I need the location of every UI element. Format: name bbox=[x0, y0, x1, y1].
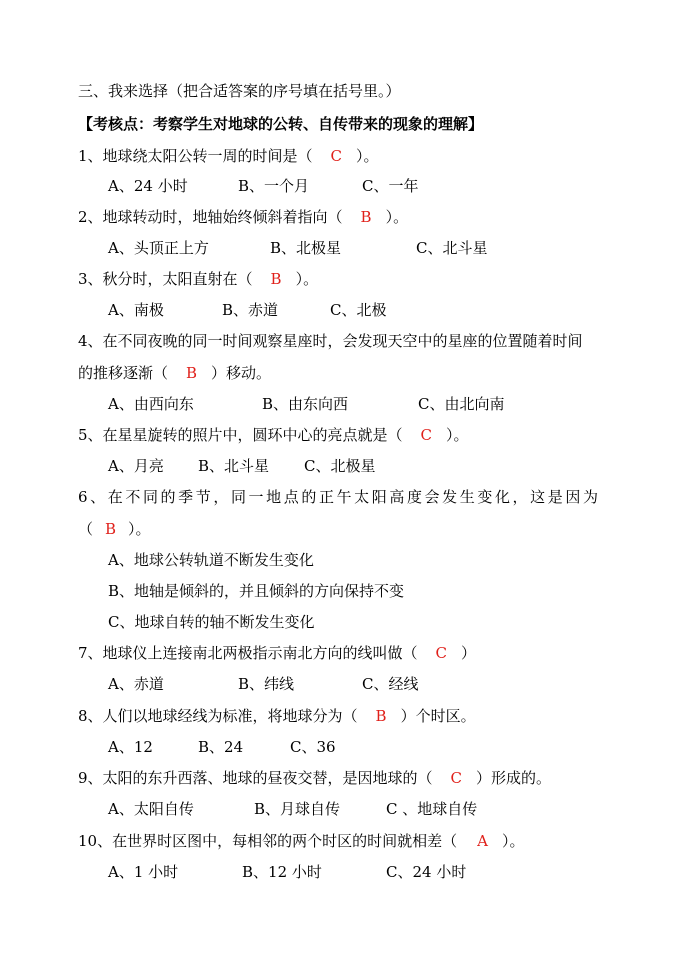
question-7-text: 7、地球仪上连接南北两极指示南北方向的线叫做（ bbox=[78, 644, 418, 662]
question-3 bbox=[78, 269, 318, 289]
option-a: A、月亮 bbox=[108, 457, 164, 475]
question-6-end: ）。 bbox=[128, 520, 151, 538]
question-2-answer: B bbox=[360, 208, 372, 226]
option-c: C、一年 bbox=[362, 177, 419, 195]
option-c: C、经线 bbox=[362, 675, 419, 693]
question-10-options bbox=[108, 862, 466, 882]
question-10-end: ）。 bbox=[501, 832, 525, 850]
question-7-answer: C bbox=[435, 644, 448, 662]
option-b: B、纬线 bbox=[238, 675, 295, 693]
option-a: A、太阳自传 bbox=[108, 800, 194, 818]
question-5-options bbox=[108, 456, 375, 476]
question-9 bbox=[78, 768, 551, 788]
option-a: A、24 小时 bbox=[108, 177, 188, 195]
question-6-text: （ bbox=[78, 520, 94, 538]
question-8-text: 8、人们以地球经线为标准，将地球分为（ bbox=[78, 707, 358, 725]
option-b: B、月球自传 bbox=[254, 800, 341, 818]
question-3-end: ）。 bbox=[295, 270, 319, 288]
option-c: C、北极星 bbox=[304, 457, 376, 475]
question-8-answer: B bbox=[375, 707, 387, 725]
question-4-line1: 4、在不同夜晚的同一时间观察星座时，会发现天空中的星座的位置随着时间 bbox=[78, 332, 583, 350]
question-7 bbox=[78, 643, 476, 663]
question-6-option-a: A、地球公转轨道不断发生变化 bbox=[108, 551, 314, 569]
focus-note: 【考核点：考察学生对地球的公转、自传带来的现象的理解】 bbox=[78, 115, 484, 133]
question-9-options bbox=[108, 799, 477, 819]
question-3-text: 3、秋分时，太阳直射在（ bbox=[78, 270, 253, 288]
question-5 bbox=[78, 425, 469, 445]
question-6-line1: 6、在不同的季节，同一地点的正午太阳高度会发生变化，这是因为 bbox=[78, 488, 601, 506]
question-3-answer: B bbox=[270, 270, 282, 288]
option-b: B、北斗星 bbox=[198, 457, 270, 475]
question-2-end: ）。 bbox=[385, 208, 409, 226]
question-10 bbox=[78, 831, 524, 851]
option-c: C、北极 bbox=[330, 301, 387, 319]
question-8 bbox=[78, 706, 476, 726]
option-c: C、由北向南 bbox=[418, 395, 505, 413]
question-5-end: ）。 bbox=[446, 426, 469, 444]
option-c: C、36 bbox=[290, 738, 336, 756]
question-1 bbox=[78, 146, 379, 166]
option-b: B、24 bbox=[198, 738, 244, 756]
option-c: C、24 小时 bbox=[386, 863, 467, 881]
question-3-options bbox=[108, 300, 386, 320]
question-6-option-c: C、地球自转的轴不断发生变化 bbox=[108, 613, 315, 631]
question-7-end: ） bbox=[461, 644, 477, 662]
question-10-answer: A bbox=[477, 832, 488, 850]
option-c: C、北斗星 bbox=[416, 239, 488, 257]
option-a: A、头顶正上方 bbox=[108, 239, 209, 257]
question-5-answer: C bbox=[420, 426, 433, 444]
question-4-text: 的推移逐渐（ bbox=[78, 364, 169, 382]
question-1-text: 1、地球绕太阳公转一周的时间是（ bbox=[78, 147, 313, 165]
question-6-answer: B bbox=[105, 520, 117, 538]
question-4-end: ）移动。 bbox=[211, 364, 272, 382]
question-4 bbox=[78, 363, 271, 383]
question-4-answer: B bbox=[186, 364, 198, 382]
section-title: 三、我来选择（把合适答案的序号填在括号里。） bbox=[78, 82, 401, 100]
question-2 bbox=[78, 207, 408, 227]
option-a: A、由西向东 bbox=[108, 395, 194, 413]
option-c: C 、地球自传 bbox=[386, 800, 478, 818]
option-a: A、1 小时 bbox=[108, 863, 179, 881]
option-a: A、赤道 bbox=[108, 675, 164, 693]
question-10-text: 10、在世界时区图中，每相邻的两个时区的时间就相差（ bbox=[78, 832, 458, 850]
option-b: B、赤道 bbox=[222, 301, 279, 319]
option-b: B、由东向西 bbox=[262, 395, 349, 413]
question-4-options bbox=[108, 394, 504, 414]
option-b: B、北极星 bbox=[270, 239, 342, 257]
question-5-text: 5、在星星旋转的照片中，圆环中心的亮点就是（ bbox=[78, 426, 403, 444]
option-a: A、南极 bbox=[108, 301, 164, 319]
question-6-option-b: B、地轴是倾斜的，并且倾斜的方向保持不变 bbox=[108, 582, 405, 600]
question-1-end: ）。 bbox=[356, 147, 379, 165]
option-b: B、12 小时 bbox=[242, 863, 322, 881]
question-9-end: ）形成的。 bbox=[476, 769, 552, 787]
question-7-options bbox=[108, 674, 418, 694]
question-6 bbox=[78, 519, 151, 539]
question-9-answer: C bbox=[450, 769, 463, 787]
question-8-options bbox=[108, 737, 336, 757]
question-1-options bbox=[108, 176, 418, 196]
question-2-options bbox=[108, 238, 487, 258]
question-1-answer: C bbox=[330, 147, 343, 165]
question-8-end: ）个时区。 bbox=[400, 707, 476, 725]
question-9-text: 9、太阳的东升西落、地球的昼夜交替，是因地球的（ bbox=[78, 769, 433, 787]
question-2-text: 2、地球转动时，地轴始终倾斜着指向（ bbox=[78, 208, 343, 226]
option-b: B、一个月 bbox=[238, 177, 310, 195]
option-a: A、12 bbox=[108, 738, 153, 756]
